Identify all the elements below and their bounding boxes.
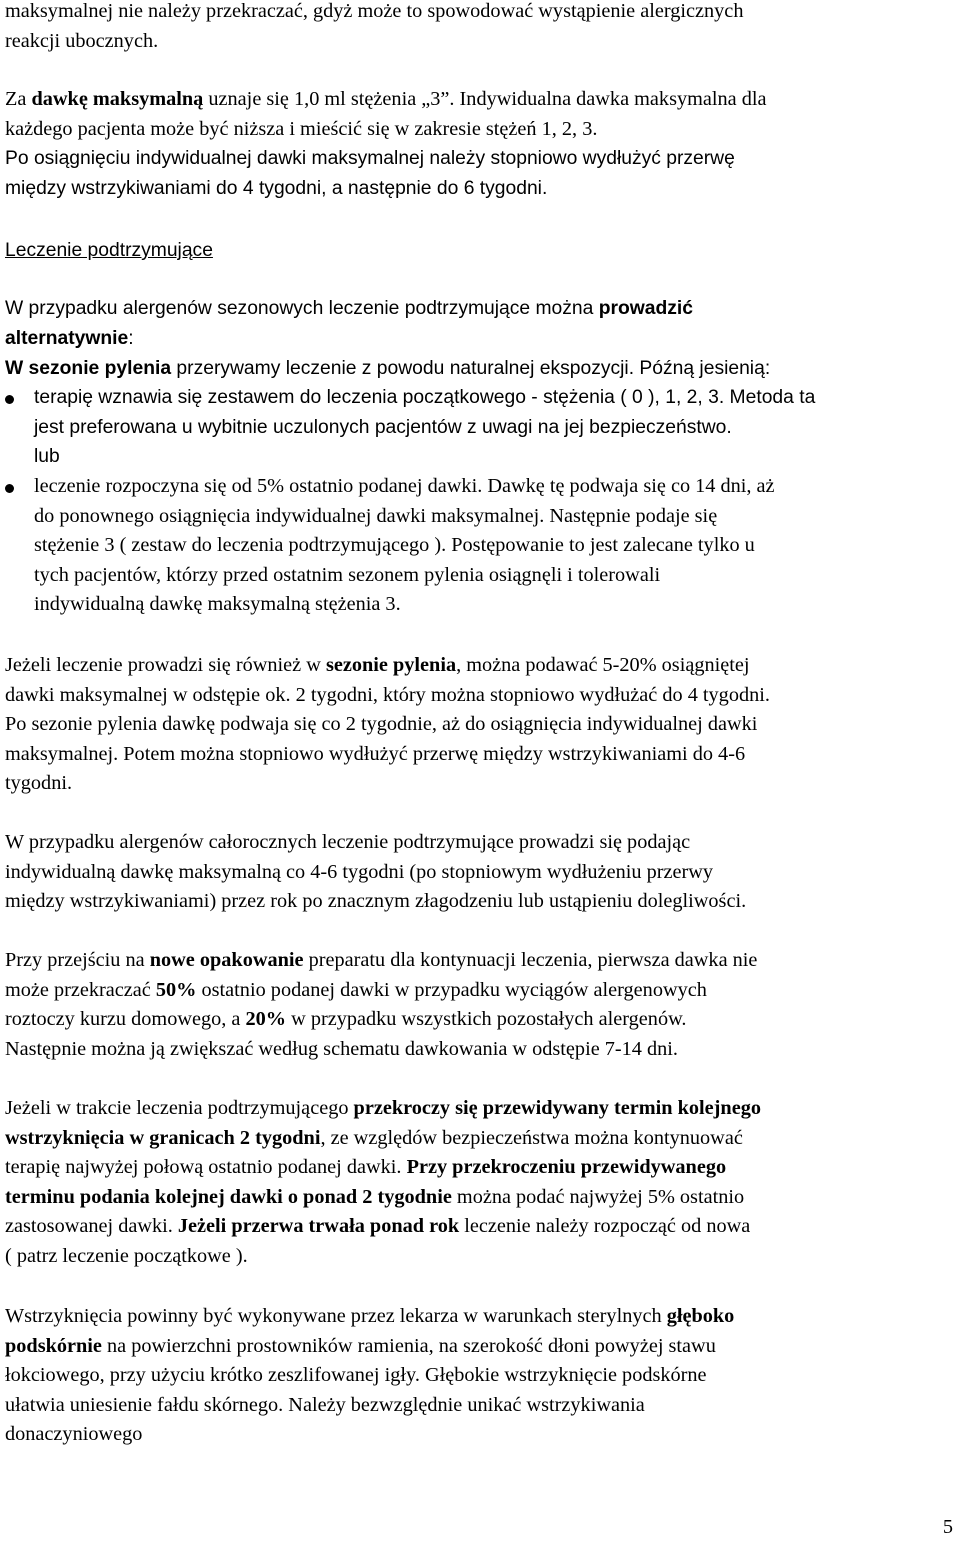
bullet-icon (5, 395, 14, 404)
text-line: do ponownego osiągnięcia indywidualnej dawki maksymalnej. Następnie podaje się (34, 504, 718, 527)
text-line: indywidualną dawkę maksymalną co 4-6 tygodni (po stopniowym wydłużeniu przerwy (5, 860, 714, 883)
text-run: można podać najwyżej 5% ostatnio (451, 1185, 745, 1208)
text-line: jest preferowana u wybitnie uczulonych pacjentów z uwagi na jej bezpieczeństwo. (34, 416, 732, 438)
text-line: indywidualną dawkę maksymalną stężenia 3. (34, 593, 401, 616)
bold-term: Przy przekroczeniu przewidywanego (406, 1156, 727, 1179)
text-line: dawki maksymalnej w odstępie ok. 2 tygodni, który można stopniowo wydłużać do 4 tygodni. (5, 683, 770, 706)
paragraph-new-package (5, 946, 957, 1064)
text-run: na powierzchni prostowników ramienia, na szerokość dłoni powyżej stawu (101, 1334, 716, 1357)
text-line: między wstrzykiwaniami) przez rok po znacznym złagodzeniu lub ustąpieniu dolegliwości. (5, 890, 747, 913)
text-run: uznaje się 1,0 ml stężenia „3”. Indywidualna dawka maksymalna dla (203, 88, 767, 110)
text-run: , można podawać 5-20% osiągniętej (456, 654, 750, 676)
text-line: Następnie można ją zwiększać według schematu dawkowania w odstępie 7-14 dni. (5, 1037, 679, 1060)
paragraph-injection-technique (5, 1302, 957, 1450)
text-line: tygodni. (5, 772, 73, 795)
paragraph-missed-dose (5, 1094, 957, 1272)
text-line: leczenie rozpoczyna się od 5% ostatnio podanej dawki. Dawkę tę podwaja się co 14 dni, aż (34, 475, 775, 497)
bold-term: przekroczy się przewidywany termin kolejnego (353, 1097, 761, 1119)
text-run: Późną jesienią: (639, 358, 771, 379)
page-number: 5 (942, 1516, 953, 1538)
bold-term: 20% (245, 1008, 287, 1031)
text-line: reakcji ubocznych. (5, 29, 159, 52)
text-line: każdego pacjenta może być niższa i mieścić się w zakresie stężeń 1, 2, 3. (5, 117, 598, 140)
bold-term: sezonie pylenia (325, 654, 457, 676)
bold-term: 50% (155, 978, 197, 1001)
bullet-icon (5, 484, 14, 493)
text-run: , ze względów bezpieczeństwa można kontynuować (320, 1126, 743, 1149)
text-line: W przypadku alergenów całorocznych leczenie podtrzymujące prowadzi się podając (5, 831, 691, 853)
bold-term: W sezonie pylenia (5, 358, 172, 379)
text-run: W przypadku alergenów sezonowych leczenie podtrzymujące można (5, 298, 599, 319)
bullet-text (34, 472, 957, 620)
text-line: maksymalnej nie należy przekraczać, gdyż może to spowodować wystąpienie alergicznych (5, 0, 744, 22)
text-run: zastosowanej dawki. (5, 1215, 178, 1238)
paragraph-pollen-season (5, 354, 957, 384)
text-line: stężenie 3 ( zestaw do leczenia podtrzymującego ). Postępowanie to jest zalecane tylko u (34, 534, 755, 557)
paragraph-max-dose-definition (5, 85, 957, 144)
text-line: łokciowego, przy użyciu krótko zeszlifowanej igły. Głębokie wstrzyknięcie podskórne (5, 1364, 707, 1387)
paragraph-perennial-allergens (5, 828, 957, 917)
text-line: ( patrz leczenie początkowe ). (5, 1244, 248, 1267)
bold-term: prowadzić (598, 298, 694, 319)
text-run: Przy przejściu na (5, 949, 150, 971)
bold-term: alternatywnie (5, 327, 129, 349)
paragraph-after-max-dose (5, 144, 957, 203)
text-line: między wstrzykiwaniami do 4 tygodni, a następnie do 6 tygodni. (5, 177, 548, 199)
section-heading: Leczenie podtrzymujące (5, 240, 213, 261)
text-run: : (128, 327, 134, 349)
bold-term: podskórnie (5, 1334, 102, 1357)
text-line: lub (34, 446, 60, 468)
text-line: tych pacjentów, którzy przed ostatnim sezonem pylenia osiągnęli i tolerowali (34, 563, 661, 586)
text-line: Po sezonie pylenia dawkę podwaja się co 2 tygodnie, aż do osiągnięcia indywidualnej dawki (5, 713, 758, 736)
paragraph-max-dose-warning (5, 0, 957, 56)
bold-term: terminu podania kolejnej dawki o ponad 2 tygodnie (5, 1185, 452, 1208)
text-run: Jeżeli w trakcie leczenia podtrzymującego (5, 1097, 354, 1119)
text-run: preparatu dla kontynuacji leczenia, pierwsza dawka nie (303, 949, 758, 971)
bold-term: nowe opakowanie (149, 949, 304, 971)
text-run: terapię najwyżej połową ostatnio podanej dawki. (5, 1156, 407, 1179)
text-run: Jeżeli leczenie prowadzi się również w (5, 654, 326, 676)
bold-term: wstrzyknięcia w granicach 2 tygodni (5, 1126, 321, 1149)
bold-term: głęboko (666, 1305, 735, 1327)
text-run: przerywamy leczenie z powodu naturalnej ekspozycji. (171, 358, 640, 379)
text-run: Wstrzyknięcia powinny być wykonywane przez lekarza w warunkach sterylnych (5, 1305, 667, 1327)
paragraph-alternative (5, 294, 957, 353)
text-line: ułatwia uniesienie fałdu skórnego. Należy bezwzględnie unikać wstrzykiwania (5, 1393, 645, 1416)
bold-term: dawkę maksymalną (31, 88, 204, 110)
text-run: może przekraczać (5, 978, 156, 1001)
text-run: Za (5, 88, 32, 110)
text-line: terapię wznawia się zestawem do leczenia początkowego - stężenia ( 0 ), 1, 2, 3. Metoda ta (34, 387, 816, 408)
bold-term: Jeżeli przerwa trwała ponad rok (177, 1215, 460, 1238)
bullet-text (34, 383, 957, 472)
text-run: leczenie należy rozpocząć od nowa (459, 1215, 751, 1238)
text-line: donaczyniowego (5, 1423, 143, 1446)
text-run: roztoczy kurzu domowego, a (5, 1008, 246, 1031)
text-run: ostatnio podanej dawki w przypadku wyciągów alergenowych (196, 978, 707, 1001)
text-run: w przypadku wszystkich pozostałych alergenów. (286, 1008, 687, 1031)
text-line: Po osiągnięciu indywidualnej dawki maksymalnej należy stopniowo wydłużyć przerwę (5, 148, 735, 169)
paragraph-in-season-treatment (5, 651, 957, 799)
text-line: maksymalnej. Potem można stopniowo wydłużyć przerwę między wstrzykiwaniami do 4-6 (5, 742, 746, 765)
